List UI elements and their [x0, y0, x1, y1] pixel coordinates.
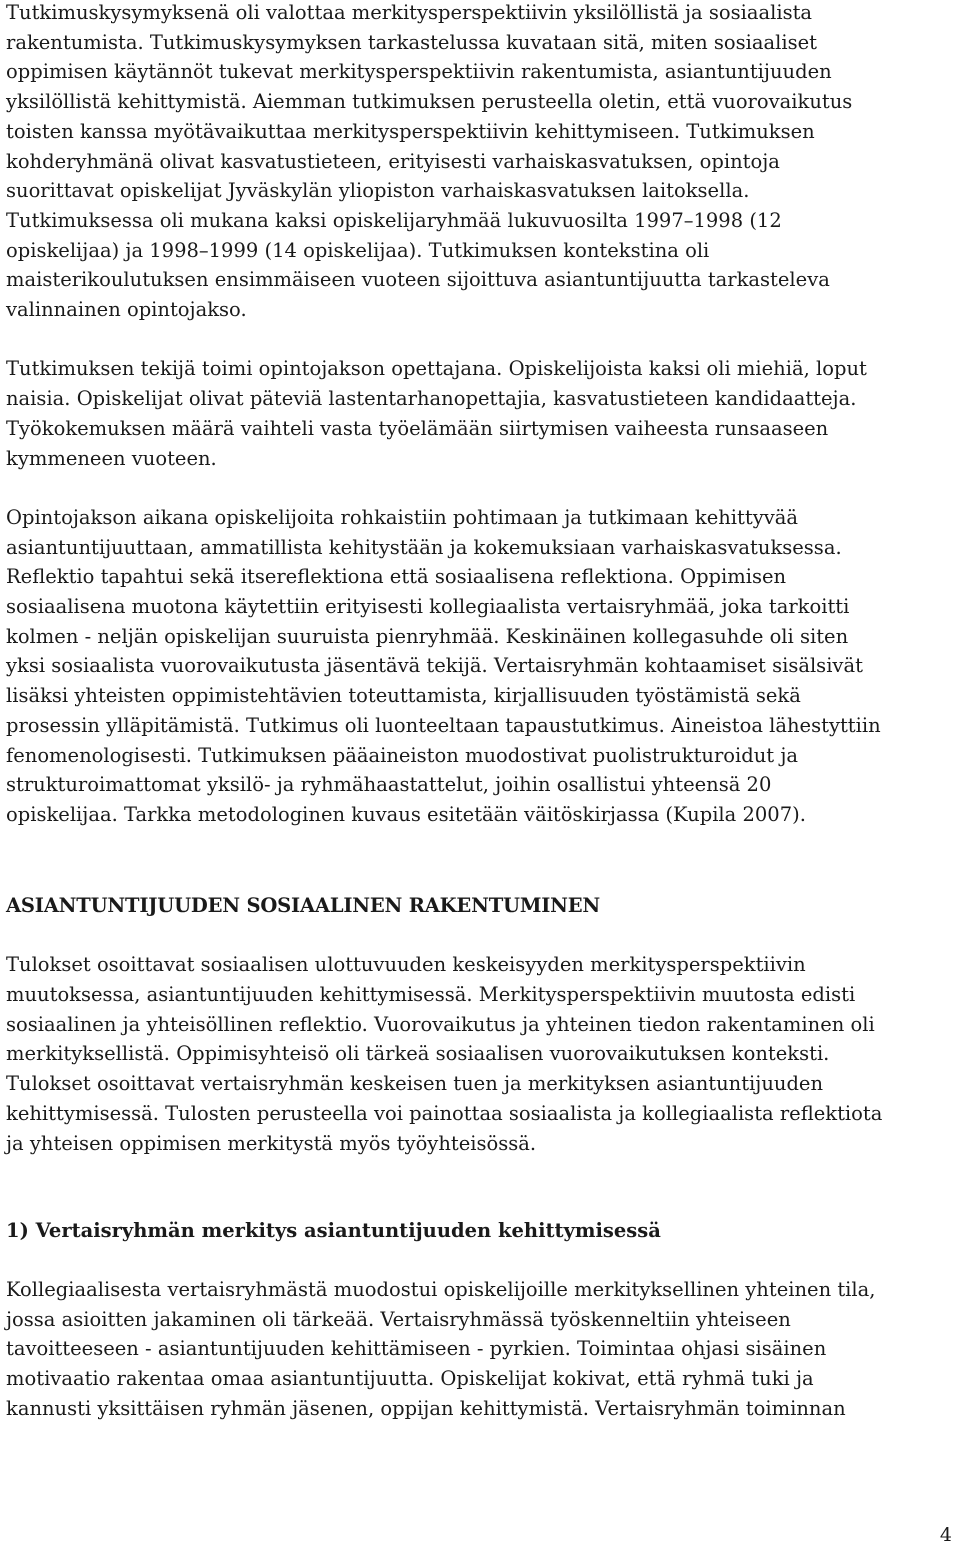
text-line: muutoksessa, asiantuntijuuden kehittymisessä. Merkitysperspektiivin muutosta edisti — [6, 983, 856, 1007]
paragraph-course-and-method — [6, 503, 956, 830]
text-line: Reflektio tapahtui sekä itsereflektiona että sosiaalisena reflektiona. Oppimisen — [6, 565, 787, 589]
paragraph-researcher-and-students — [6, 354, 956, 473]
text-line: fenomenologisesti. Tutkimuksen pääaineiston muodostivat puolistrukturoidut ja — [6, 743, 799, 767]
text-line: lisäksi yhteisten oppimistehtävien toteuttamista, kirjallisuuden työstämistä sekä — [6, 684, 801, 708]
text-line: Tulokset osoittavat sosiaalisen ulottuvuuden keskeisyyden merkitysperspektiivin — [6, 953, 806, 977]
text-line: toisten kanssa myötävaikuttaa merkitysperspektiivin kehittymiseen. Tutkimuksen — [6, 119, 815, 143]
text-line: strukturoimattomat yksilö- ja ryhmähaastattelut, joihin osallistui yhteensä 20 — [6, 773, 772, 797]
section-heading: ASIANTUNTIJUUDEN SOSIAALINEN RAKENTUMINEN — [6, 893, 601, 917]
text-line: jossa asioitten jakaminen oli tärkeää. Vertaisryhmässä työskenneltiin yhteiseen — [6, 1307, 791, 1331]
text-line: sosiaalinen ja yhteisöllinen reflektio. Vuorovaikutus ja yhteinen tiedon rakentaminen oli — [6, 1012, 875, 1036]
text-line: yksi sosiaalista vuorovaikutusta jäsentävä tekijä. Vertaisryhmän kohtaamiset sisälsivät — [6, 654, 863, 678]
text-line: ja yhteisen oppimisen merkitystä myös työyhteisössä. — [6, 1131, 537, 1155]
text-line: kehittymisessä. Tulosten perusteella voi painottaa sosiaalista ja kollegiaalista reflektiota — [6, 1101, 883, 1125]
text-line: Tutkimuksen tekijä toimi opintojakson opettajana. Opiskelijoista kaksi oli miehiä, loput — [6, 357, 867, 381]
document-page — [6, 0, 956, 1424]
paragraph-research-question — [6, 0, 956, 325]
text-line: valinnainen opintojakso. — [6, 298, 247, 322]
text-line: opiskelijaa) ja 1998–1999 (14 opiskelijaa). Tutkimuksen kontekstina oli — [6, 238, 710, 262]
subsection-heading: 1) Vertaisryhmän merkitys asiantuntijuuden kehittymisessä — [6, 1219, 661, 1243]
text-line: Opintojakson aikana opiskelijoita rohkaistiin pohtimaan ja tutkimaan kehittyvää — [6, 505, 798, 529]
text-line: kolmen - neljän opiskelijan suuruista pienryhmää. Keskinäinen kollegasuhde oli siten — [6, 624, 849, 648]
text-line: oppimisen käytännöt tukevat merkitysperspektiivin rakentumista, asiantuntijuuden — [6, 60, 832, 84]
text-line: Tutkimuskysymyksenä oli valottaa merkitysperspektiivin yksilöllistä ja sosiaalista — [6, 1, 813, 24]
text-line: Tulokset osoittavat vertaisryhmän keskeisen tuen ja merkityksen asiantuntijuuden — [6, 1072, 824, 1096]
text-line: yksilöllistä kehittymistä. Aiemman tutkimuksen perusteella oletin, että vuorovaikutus — [6, 90, 853, 114]
text-line: Tutkimuksessa oli mukana kaksi opiskelijaryhmää lukuvuosilta 1997–1998 (12 — [6, 208, 782, 232]
text-line: Kollegiaalisesta vertaisryhmästä muodostui opiskelijoille merkityksellinen yhteinen tila, — [6, 1277, 876, 1301]
paragraph-results — [6, 950, 956, 1158]
text-line: kohderyhmänä olivat kasvatustieteen, erityisesti varhaiskasvatuksen, opintoja — [6, 149, 780, 173]
page-number: 4 — [939, 1524, 952, 1546]
text-line: suorittavat opiskelijat Jyväskylän yliopiston varhaiskasvatuksen laitoksella. — [6, 179, 750, 203]
text-line: Työkokemuksen määrä vaihteli vasta työelämään siirtymisen vaiheesta runsaaseen — [6, 416, 829, 440]
text-line: opiskelijaa. Tarkka metodologinen kuvaus esitetään väitöskirjassa (Kupila 2007). — [6, 802, 806, 826]
text-line: motivaatio rakentaa omaa asiantuntijuutta. Opiskelijat kokivat, että ryhmä tuki ja — [6, 1367, 814, 1391]
text-line: kannusti yksittäisen ryhmän jäsenen, oppijan kehittymistä. Vertaisryhmän toiminnan — [6, 1396, 846, 1420]
paragraph-peer-group — [6, 1275, 956, 1424]
text-line: prosessin ylläpitämistä. Tutkimus oli luonteeltaan tapaustutkimus. Aineistoa lähestyttiin — [6, 713, 881, 737]
text-line: maisterikoulutuksen ensimmäiseen vuoteen sijoittuva asiantuntijuutta tarkasteleva — [6, 268, 830, 292]
text-line: naisia. Opiskelijat olivat päteviä lastentarhanopettajia, kasvatustieteen kandidaatteja. — [6, 387, 857, 411]
text-line: tavoitteeseen - asiantuntijuuden kehittämiseen - pyrkien. Toimintaa ohjasi sisäinen — [6, 1337, 827, 1361]
text-line: asiantuntijuuttaan, ammatillista kehitystään ja kokemuksiaan varhaiskasvatuksessa. — [6, 535, 842, 559]
text-line: merkityksellistä. Oppimisyhteisö oli tärkeä sosiaalisen vuorovaikutuksen konteksti. — [6, 1042, 830, 1066]
text-line: rakentumista. Tutkimuskysymyksen tarkastelussa kuvataan sitä, miten sosiaaliset — [6, 30, 818, 54]
text-line: kymmeneen vuoteen. — [6, 446, 217, 470]
text-line: sosiaalisena muotona käytettiin erityisesti kollegiaalista vertaisryhmää, joka tarkoitti — [6, 595, 850, 619]
